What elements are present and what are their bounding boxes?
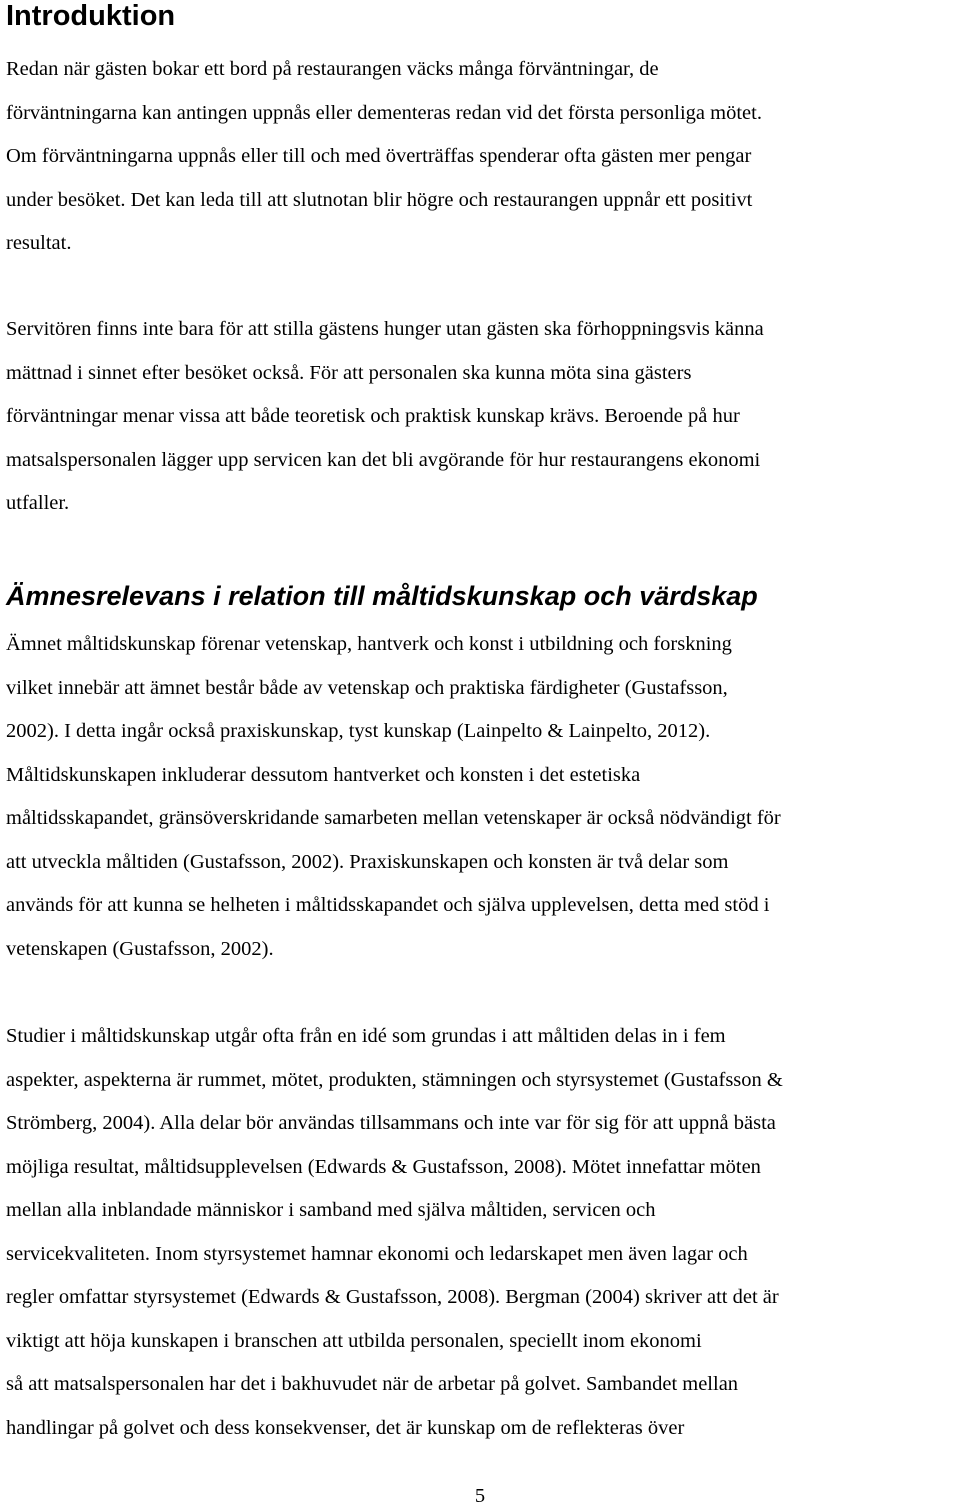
paragraph-intro-1 bbox=[6, 48, 960, 266]
text-line: utfaller. bbox=[6, 492, 70, 514]
text-line: vetenskapen (Gustafsson, 2002). bbox=[6, 937, 274, 960]
text-line: förväntningar menar vissa att både teoretisk och praktisk kunskap krävs. Beroende på hur bbox=[6, 405, 740, 427]
text-line: används för att kunna se helheten i måltidsskapandet och själva upplevelsen, detta med stöd i bbox=[6, 894, 770, 916]
text-line: servicekvaliteten. Inom styrsystemet hamnar ekonomi och ledarskapet men även lagar och bbox=[6, 1242, 748, 1265]
text-line: mellan alla inblandade människor i samband med själva måltiden, servicen och bbox=[6, 1199, 656, 1221]
heading-amnesrelevans: Ämnesrelevans i relation till måltidskunskap och värdskap bbox=[6, 581, 758, 611]
text-line: möjliga resultat, måltidsupplevelsen (Edwards & Gustafsson, 2008). Mötet innefattar möten bbox=[6, 1155, 761, 1178]
text-line: förväntningarna kan antingen uppnås eller dementeras redan vid det första personliga mötet. bbox=[6, 101, 762, 124]
page-number: 5 bbox=[474, 1485, 486, 1507]
text-line: resultat. bbox=[6, 232, 72, 254]
text-line: att utveckla måltiden (Gustafsson, 2002). Praxiskunskapen och konsten är två delar som bbox=[6, 850, 729, 873]
text-line: Måltidskunskapen inkluderar dessutom hantverket och konsten i det estetiska bbox=[6, 763, 641, 786]
text-line: matsalspersonalen lägger upp servicen kan det bli avgörande för hur restaurangens ekonomi bbox=[6, 448, 761, 471]
text-line: vilket innebär att ämnet består både av vetenskap och praktiska färdigheter (Gustafsson, bbox=[6, 676, 728, 699]
text-line: Om förväntningarna uppnås eller till och med överträffas spenderar ofta gästen mer pengar bbox=[6, 145, 752, 167]
paragraph-intro-2 bbox=[6, 308, 960, 526]
text-line: Strömberg, 2004). Alla delar bör användas tillsammans och inte var för sig för att uppnå bästa bbox=[6, 1112, 776, 1134]
text-line: 2002). I detta ingår också praxiskunskap, tyst kunskap (Lainpelto & Lainpelto, 2012). bbox=[6, 720, 711, 742]
text-line: mättnad i sinnet efter besöket också. För att personalen ska kunna möta sina gästers bbox=[6, 361, 692, 384]
paragraph-relevance-1 bbox=[6, 623, 960, 971]
text-line: aspekter, aspekterna är rummet, mötet, produkten, stämningen och styrsystemet (Gustafsson & bbox=[6, 1068, 783, 1091]
text-line: regler omfattar styrsystemet (Edwards & Gustafsson, 2008). Bergman (2004) skriver att det är bbox=[6, 1286, 779, 1308]
text-line: så att matsalspersonalen har det i bakhuvudet när de arbetar på golvet. Sambandet mellan bbox=[6, 1373, 739, 1395]
text-line: Ämnet måltidskunskap förenar vetenskap, hantverk och konst i utbildning och forskning bbox=[6, 633, 732, 655]
text-line: under besöket. Det kan leda till att slutnotan blir högre och restaurangen uppnår ett positivt bbox=[6, 188, 753, 211]
text-line: Servitören finns inte bara för att stilla gästens hunger utan gästen ska förhoppningsvis känna bbox=[6, 318, 764, 340]
text-line: måltidsskapandet, gränsöverskridande samarbeten mellan vetenskaper är också nödvändigt för bbox=[6, 807, 781, 829]
text-line: viktigt att höja kunskapen i branschen att utbilda personalen, speciellt inom ekonomi bbox=[6, 1329, 702, 1352]
text-line: handlingar på golvet och dess konsekvenser, det är kunskap om de reflekteras över bbox=[6, 1416, 685, 1439]
heading-introduktion: Introduktion bbox=[6, 0, 176, 32]
text-line: Studier i måltidskunskap utgår ofta från en idé som grundas i att måltiden delas in i fem bbox=[6, 1025, 726, 1047]
text-line: Redan när gästen bokar ett bord på restaurangen väcks många förväntningar, de bbox=[6, 58, 659, 80]
paragraph-relevance-2 bbox=[6, 1015, 960, 1450]
